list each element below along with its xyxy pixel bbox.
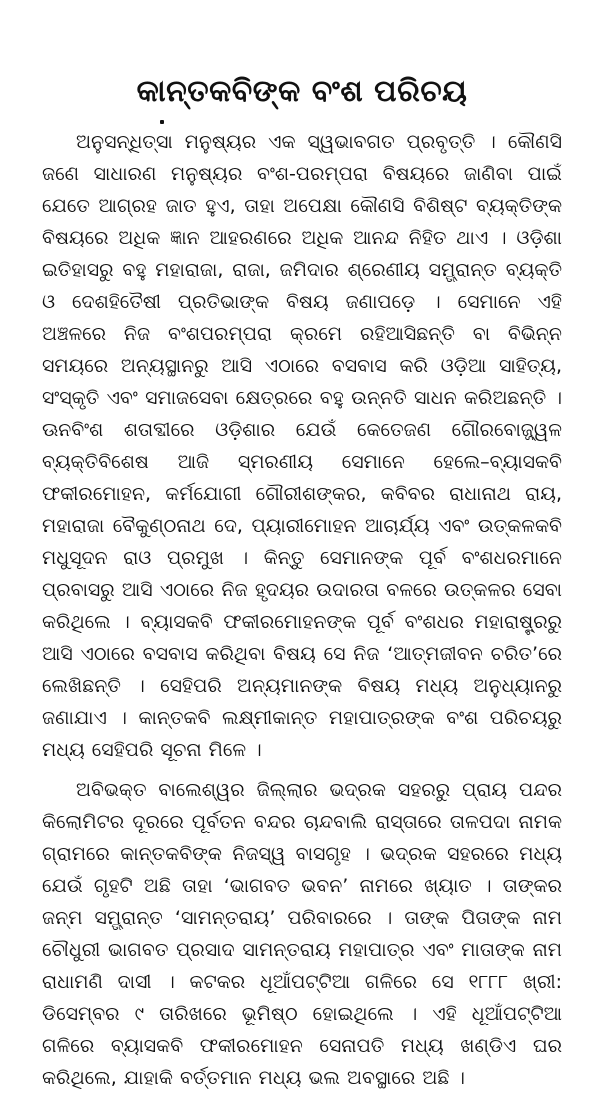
body-paragraph-2: ଅବିଭକ୍ତ ବାଲେଶ୍ୱର ଜିଲ୍ଲାର ଭଦ୍ରକ ସହରରୁ ପ୍ରାୟ ପନ୍ଦର କିଲୋମିଟର ଦୂରରେ ପୂର୍ବତନ ବନ୍ଦର ଚାନ୍ଦବାଲି ରାସ୍ତାରେ ତାଳପଦା ନାମକ ଗ୍ରାମରେ କାନ୍ତକବିଙ୍କ ନିଜସ୍ୱ ବାସଗୃହ । ଭଦ୍ରକ ସହରରେ ମଧ୍ୟ ଯେଉଁ ଗୃହଟି ଅଛି ତାହା ‘ଭାଗବତ ଭବନ’ ନାମରେ ଖ୍ୟାତ । ତାଙ୍କର ଜନ୍ମ ସମ୍ଭ୍ରାନ୍ତ ‘ସାମନ୍ତରାୟ’ ପରିବାରରେ । ତାଙ୍କ ପିତାଙ୍କ ନାମ ଚୌଧୁରୀ ଭାଗବତ ପ୍ରସାଦ ସାମନ୍ତରାୟ ମହାପାତ୍ର ଏବଂ ମାତାଙ୍କ ନାମ ରାଧାମଣି ଦାସୀ । କଟକର ଧୂଆଁପଟ୍ଟିଆ ଗଳିରେ ସେ ୧୮୮୮ ଖ୍ରୀ: ଡିସେମ୍ବର ୯ ତାରିଖରେ ଭୂମିଷ୍ଠ ହୋଇଥିଲେ । ଏହି ଧୂଆଁପଟ୍ଟିଆ ଗଳିରେ ବ୍ୟାସକବି ଫକୀରମୋହନ ସେନାପତି ମଧ୍ୟ ଖଣ୍ଡିଏ ଘର କରିଥିଲେ, ଯାହାକି ବର୍ତ୍ତମାନ ମଧ୍ୟ ଭଲ ଅବସ୍ଥାରେ ଅଛି । [42,779,562,1089]
stray-ink-mark [160,120,164,124]
page-title: କାନ୍ତକବିଙ୍କ ବଂଶ ପରିଚୟ [136,74,468,109]
body-paragraph-1: ଅନୁସନ୍ଧିତ୍ସା ମନୁଷ୍ୟର ଏକ ସ୍ୱଭାବଗତ ପ୍ରବୃତ୍ତି । କୌଣସି ଜଣେ ସାଧାରଣ ମନୁଷ୍ୟର ବଂଶ-ପରମ୍ପରା ବିଷୟରେ ଜାଣିବା ପାଇଁ ଯେତେ ଆଗ୍ରହ ଜାତ ହୁଏ, ତାହା ଅପେକ୍ଷା କୌଣସି ବିଶିଷ୍ଟ ବ୍ୟକ୍ତିଙ୍କ ବିଷୟରେ ଅଧିକ ଜ୍ଞାନ ଆହରଣରେ ଅଧିକ ଆନନ୍ଦ ନିହିତ ଥାଏ । ଓଡ଼ିଶା ଇତିହାସରୁ ବହୁ ମହାରାଜା, ରାଜା, ଜମିଦାର ଶ୍ରେଣୀୟ ସମ୍ଭ୍ରାନ୍ତ ବ୍ୟକ୍ତି ଓ ଦେଶହିତୈଷୀ ପ୍ରତିଭାଙ୍କ ବିଷୟ ଜଣାପଡ଼େ । ସେମାନେ ଏହି ଅଞ୍ଚଳରେ ନିଜ ବଂଶପରମ୍ପରା କ୍ରମେ ରହିଆସିଛନ୍ତି ବା ବିଭିନ୍ନ ସମୟରେ ଅନ୍ୟସ୍ଥାନରୁ ଆସି ଏଠାରେ ବସବାସ କରି ଓଡ଼ିଆ ସାହିତ୍ୟ, ସଂସ୍କୃତି ଏବଂ ସମାଜସେବା କ୍ଷେତ୍ରରେ ବହୁ ଉନ୍ନତି ସାଧନ କରିଅଛନ୍ତି । ଊନବିଂଶ ଶତାବ୍ଦୀରେ ଓଡ଼ିଶାର ଯେଉଁ କେତେଜଣ ଗୌରବୋଜ୍ଜ୍ୱଳ ବ୍ୟକ୍ତିବିଶେଷ ଆଜି ସ୍ମରଣୀୟ ସେମାନେ ହେଲେ–ବ୍ୟାସକବି ଫକୀରମୋହନ, କର୍ମଯୋଗୀ ଗୌରୀଶଙ୍କର, କବିବର ରାଧାନାଥ ରାୟ, ମହାରାଜା ବୈକୁଣ୍ଠନାଥ ଦେ, ପ୍ୟାରୀମୋହନ ଆଚାର୍ଯ୍ୟ ଏବଂ ଉତ୍କଳକବି ମଧୁସୂଦନ ରାଓ ପ୍ରମୁଖ । କିନ୍ତୁ ସେମାନଙ୍କ ପୂର୍ବ ବଂଶଧରମାନେ ପ୍ରବାସରୁ ଆସି ଏଠାରେ ନିଜ ହୃଦୟର ଉଦାରତା ବଳରେ ଉତ୍କଳର ସେବା କରିଥିଲେ । ବ୍ୟାସକବି ଫକୀରମୋହନଙ୍କ ପୂର୍ବ ବଂଶଧର ମହାରାଷ୍ଟ୍ରରୁ ଆସି ଏଠାରେ ବସବାସ କରିଥିବା ବିଷୟ ସେ ନିଜ ‘ଆତ୍ମଜୀବନ ଚରିତ’ରେ ଲେଖିଛନ୍ତି । ସେହିପରି ଅନ୍ୟମାନଙ୍କ ବିଷୟ ମଧ୍ୟ ଅନୁଧ୍ୟାନରୁ ଜଣାଯାଏ । କାନ୍ତକବି ଲକ୍ଷ୍ମୀକାନ୍ତ ମହାପାତ୍ରଙ୍କ ବଂଶ ପରିଚୟରୁ ମଧ୍ୟ ସେହିପରି ସୂଚନା ମିଳେ । [42,131,562,761]
